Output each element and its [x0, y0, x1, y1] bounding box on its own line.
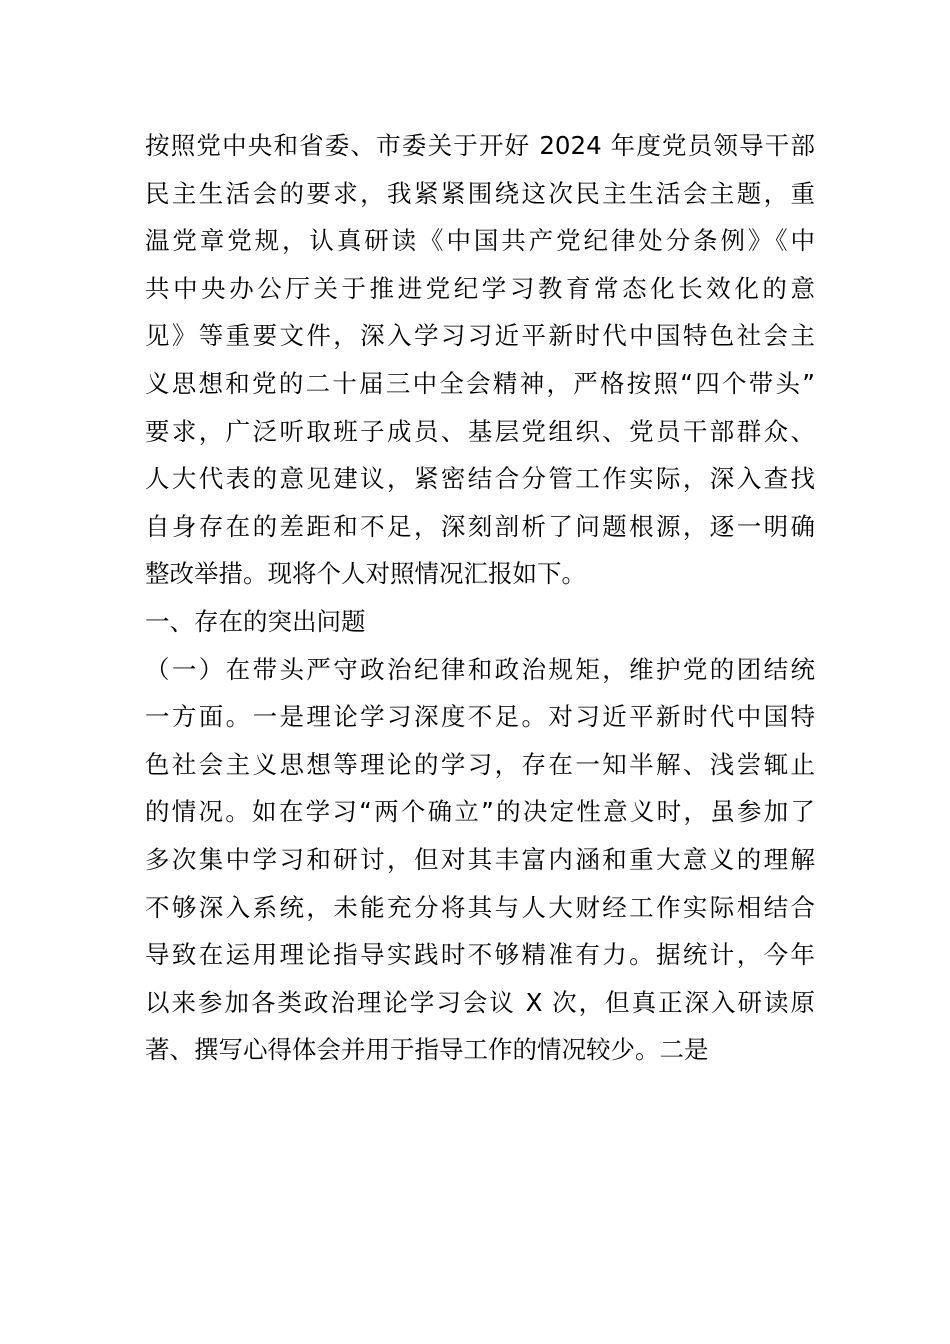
text-line: 著、撰写心得体会并用于指导工作的情况较少。二是 [145, 1035, 709, 1065]
text-line: 整改举措。现将个人对照情况汇报如下。 [145, 559, 586, 589]
text-line: 导致在运用理论指导实践时不够精准有力。据统计，今年 [145, 940, 815, 970]
text-line: （一）在带头严守政治纪律和政治规矩，维护党的团结统 [145, 654, 815, 684]
text-line: 自身存在的差距和不足，深刻剖析了问题根源，逐一明确 [145, 511, 815, 541]
document-body [145, 122, 815, 1074]
text-line: 色社会主义思想等理论的学习，存在一知半解、浅尝辄止 [145, 749, 815, 779]
text-line: 人大代表的意见建议，紧密结合分管工作实际，深入查找 [145, 464, 815, 494]
text-line: 不够深入系统，未能充分将其与人大财经工作实际相结合 [145, 892, 815, 922]
text-line: 民主生活会的要求，我紧紧围绕这次民主生活会主题，重 [145, 178, 815, 208]
text-line: 的情况。如在学习“两个确立”的决定性意义时，虽参加了 [145, 797, 815, 827]
text-line: 按照党中央和省委、市委关于开好 2024 年度党员领导干部 [145, 131, 815, 160]
section-heading-text: 一、存在的突出问题 [145, 606, 366, 636]
text-line: 多次集中学习和研讨，但对其丰富内涵和重大意义的理解 [145, 844, 815, 874]
paragraph-section-one [145, 646, 815, 1074]
text-line: 共中央办公厅关于推进党纪学习教育常态化长效化的意 [145, 273, 815, 303]
text-line: 温党章党规，认真研读《中国共产党纪律处分条例》《中 [145, 226, 815, 256]
text-line: 要求，广泛听取班子成员、基层党组织、党员干部群众、 [145, 416, 815, 446]
text-line: 义思想和党的二十届三中全会精神，严格按照“四个带头” [145, 368, 815, 398]
section-heading [145, 598, 815, 646]
text-line: 以来参加各类政治理论学习会议 X 次，但真正深入研读原 [145, 987, 815, 1017]
paragraph-intro [145, 122, 815, 598]
text-line: 见》等重要文件，深入学习习近平新时代中国特色社会主 [145, 321, 815, 351]
text-line: 一方面。一是理论学习深度不足。对习近平新时代中国特 [145, 702, 815, 732]
